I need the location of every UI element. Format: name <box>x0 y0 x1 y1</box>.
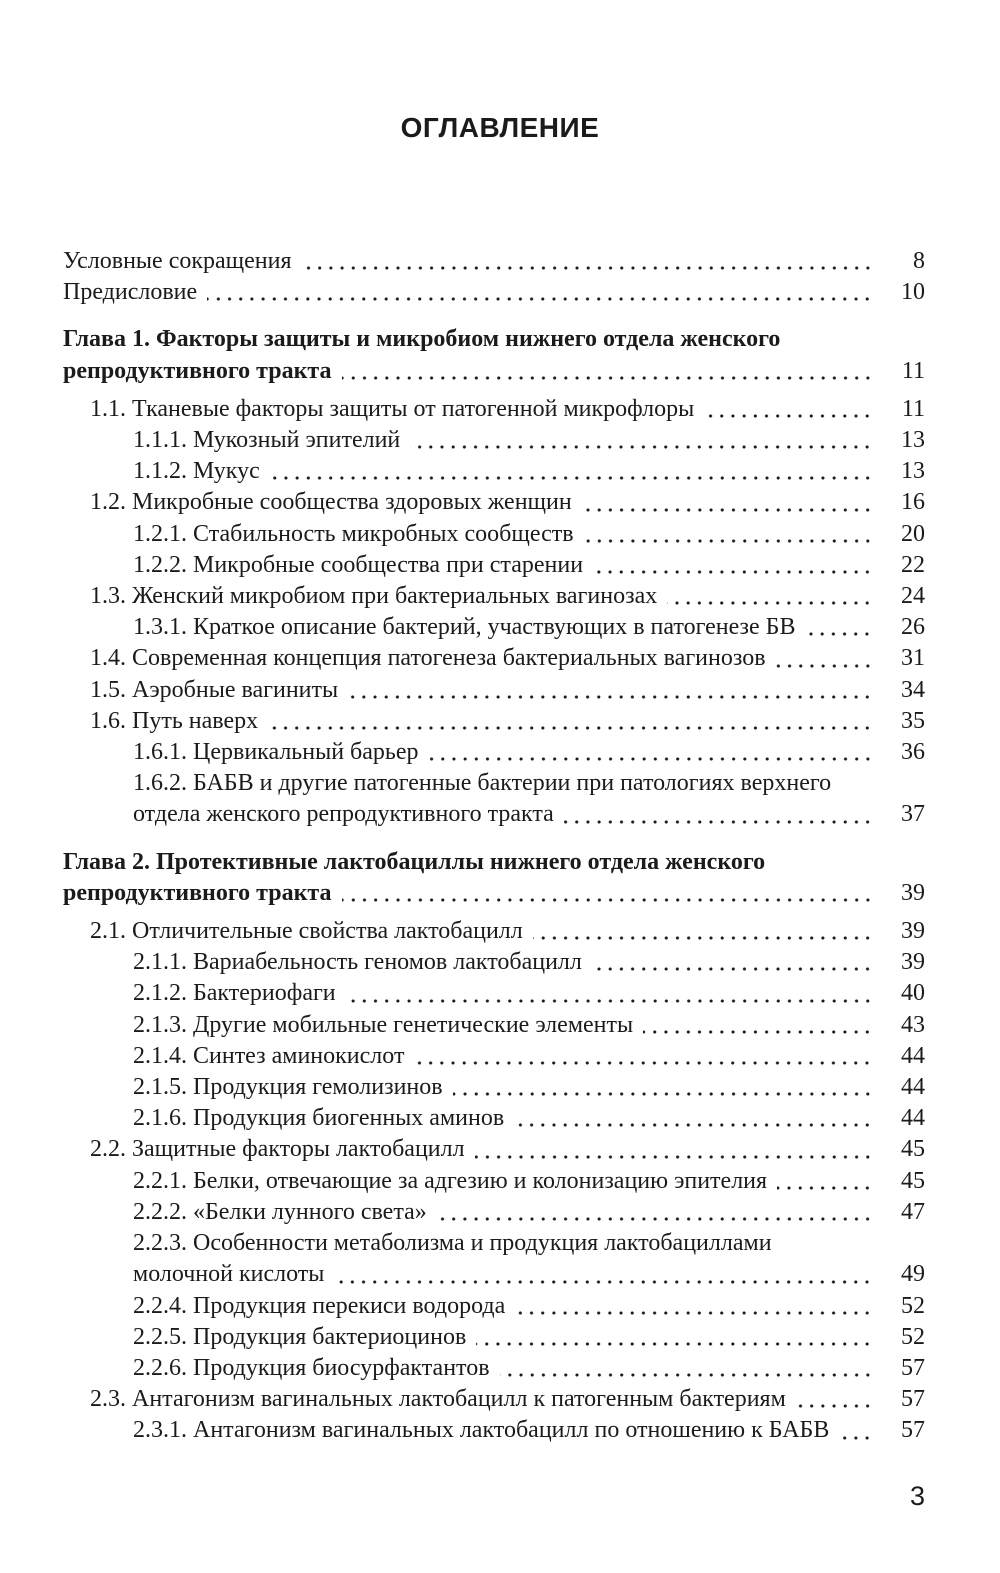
toc-page-number: 45 <box>901 1136 925 1163</box>
toc-entry-row <box>133 1041 925 1072</box>
toc-entry-text: 1.6. Путь наверх <box>90 707 259 734</box>
toc-entry-row <box>90 1384 925 1415</box>
toc-entry-text: Предисловие <box>63 279 198 306</box>
toc-entry-text: отдела женского репродуктивного тракта <box>133 801 554 828</box>
toc-page-number: 20 <box>901 520 925 547</box>
toc-subsection <box>63 1353 925 1384</box>
toc-entry-text: 2.1.5. Продукция гемолизинов <box>133 1074 443 1101</box>
toc-page-number: 36 <box>901 739 925 766</box>
dot-leader <box>414 1041 873 1072</box>
dot-leader <box>643 1010 873 1041</box>
toc-page-number: 8 <box>913 248 925 274</box>
table-of-contents <box>63 246 925 1447</box>
toc-page-number: 16 <box>901 489 925 516</box>
toc-entry-row <box>133 1291 925 1322</box>
toc-subsection <box>63 612 925 643</box>
toc-subsection <box>63 737 925 768</box>
toc-subsection <box>63 978 925 1009</box>
toc-entry-text: 1.5. Аэробные вагиниты <box>90 676 339 703</box>
toc-entry-text: 1.1.1. Мукозный эпителий <box>133 427 401 454</box>
toc-entry-row <box>63 277 925 308</box>
toc-page-number: 44 <box>901 1074 925 1101</box>
dot-leader <box>346 978 873 1009</box>
toc-entry-row <box>133 519 925 550</box>
toc-entry-text: 2.2.2. «Белки лунного света» <box>133 1198 427 1225</box>
dot-leader <box>334 1259 873 1290</box>
toc-entry-row <box>133 612 925 643</box>
toc-subsection <box>63 1010 925 1041</box>
toc-entry-row <box>133 1322 925 1353</box>
dot-leader <box>342 356 874 387</box>
toc-subsection <box>63 1291 925 1322</box>
toc-page-number: 45 <box>901 1167 925 1194</box>
toc-entry-text: 2.3. Антагонизм вагинальных лактобацилл к патогенным бактериям <box>90 1386 786 1413</box>
toc-entry-text: 1.2.2. Микробные сообщества при старении <box>133 551 584 578</box>
toc-page-number: 39 <box>901 918 925 945</box>
toc-chapter-heading <box>63 847 925 909</box>
dot-leader <box>592 947 873 978</box>
toc-entry-row <box>63 246 925 277</box>
dot-leader <box>667 581 873 612</box>
toc-subsection <box>63 519 925 550</box>
dot-leader <box>515 1291 873 1322</box>
toc-entry-text: Условные сокращения <box>63 248 292 274</box>
toc-page-number: 31 <box>901 645 925 672</box>
toc-chapter-heading <box>63 324 925 386</box>
dot-leader <box>453 1072 873 1103</box>
toc-page-number: 44 <box>901 1105 925 1132</box>
toc-entry-text: 2.2.6. Продукция биосурфактантов <box>133 1354 490 1381</box>
toc-entry-text: Глава 1. Факторы защиты и микробиом нижнего отдела женского <box>63 326 781 353</box>
toc-section <box>63 643 925 674</box>
toc-entry-row <box>90 487 925 518</box>
dot-leader <box>437 1197 873 1228</box>
toc-entry-row <box>133 1415 925 1446</box>
dot-leader <box>500 1353 873 1384</box>
toc-page-number: 52 <box>901 1323 925 1350</box>
toc-section <box>63 487 925 518</box>
dot-leader <box>533 916 873 947</box>
dot-leader <box>342 878 874 909</box>
toc-entry-row <box>133 1072 925 1103</box>
page-title: ОГЛАВЛЕНИЕ <box>400 112 600 143</box>
toc-entry-row <box>90 643 925 674</box>
toc-section <box>63 916 925 947</box>
toc-entry-text: 1.1. Тканевые факторы защиты от патогенной микрофлоры <box>90 395 695 422</box>
toc-subsection <box>63 947 925 978</box>
toc-page-number: 43 <box>901 1011 925 1038</box>
toc-entry-text: 2.1.2. Бактериофаги <box>133 980 336 1007</box>
toc-entry-row <box>133 456 925 487</box>
dot-leader <box>839 1415 873 1446</box>
toc-entry-row <box>133 947 925 978</box>
toc-entry-text: 2.2.3. Особенности метаболизма и продукция лактобациллами <box>133 1230 772 1257</box>
dot-leader <box>268 706 873 737</box>
toc-entry-row <box>133 550 925 581</box>
toc-entry-text: 2.3.1. Антагонизм вагинальных лактобацилл по отношению к БАБВ <box>133 1417 830 1444</box>
toc-page-number: 37 <box>901 801 925 828</box>
toc-subsection <box>63 1041 925 1072</box>
toc-entry-text: 2.1.1. Вариабельность геномов лактобацилл <box>133 949 582 976</box>
toc-entry-row <box>133 425 925 456</box>
toc-entry-row <box>90 675 925 706</box>
toc-section <box>63 1134 925 1165</box>
toc-page-number: 13 <box>901 458 925 485</box>
toc-subsection <box>63 1166 925 1197</box>
toc-front-matter-entry <box>63 277 925 308</box>
toc-page-number: 57 <box>901 1417 925 1444</box>
toc-page-number: 47 <box>901 1198 925 1225</box>
page-number: 3 <box>909 1481 925 1511</box>
dot-leader <box>796 1384 873 1415</box>
toc-subsection <box>63 425 925 456</box>
toc-page-number: 39 <box>901 879 925 906</box>
toc-subsection <box>63 456 925 487</box>
toc-entry-row <box>90 916 925 947</box>
toc-section <box>63 581 925 612</box>
toc-entry-row <box>63 356 925 387</box>
toc-entry-row <box>90 1134 925 1165</box>
toc-subsection <box>63 768 925 830</box>
toc-subsection <box>63 1197 925 1228</box>
toc-entry-text: 2.1. Отличительные свойства лактобацилл <box>90 918 523 945</box>
dot-leader <box>584 519 873 550</box>
toc-entry-row <box>90 706 925 737</box>
dot-leader <box>475 1134 873 1165</box>
toc-page-number: 34 <box>901 676 925 703</box>
toc-entry-text: 1.1.2. Мукус <box>133 458 260 485</box>
toc-page-number: 39 <box>901 949 925 976</box>
dot-leader <box>514 1103 873 1134</box>
toc-entry-text: 2.2.1. Белки, отвечающие за адгезию и колонизацию эпителия <box>133 1167 768 1194</box>
toc-section <box>63 1384 925 1415</box>
toc-entry-text: 2.1.6. Продукция биогенных аминов <box>133 1105 505 1132</box>
toc-page-number: 11 <box>901 357 925 384</box>
toc-entry-row <box>63 878 925 909</box>
toc-entry-row <box>133 1166 925 1197</box>
dot-leader <box>776 643 873 674</box>
toc-page-number: 40 <box>901 980 925 1007</box>
toc-page-number: 44 <box>901 1042 925 1069</box>
dot-leader <box>805 612 873 643</box>
dot-leader <box>582 487 873 518</box>
dot-leader <box>207 277 873 308</box>
dot-leader <box>777 1166 873 1197</box>
dot-leader <box>564 799 873 830</box>
dot-leader <box>593 550 873 581</box>
dot-leader <box>410 425 873 456</box>
toc-entry-row <box>133 978 925 1009</box>
toc-entry-text: 1.2. Микробные сообщества здоровых женщин <box>90 489 572 516</box>
toc-subsection <box>63 1072 925 1103</box>
toc-subsection <box>63 1103 925 1134</box>
dot-leader <box>704 394 873 425</box>
toc-entry-row <box>133 799 925 830</box>
toc-page-number: 11 <box>901 395 925 422</box>
toc-subsection <box>63 1228 925 1290</box>
toc-page-number: 35 <box>901 707 925 734</box>
toc-entry-text: 2.1.4. Синтез аминокислот <box>133 1042 405 1069</box>
toc-subsection <box>63 550 925 581</box>
toc-page-number: 26 <box>901 614 925 641</box>
toc-entry-text: 2.2.4. Продукция перекиси водорода <box>133 1292 506 1319</box>
toc-entry-row <box>133 1010 925 1041</box>
toc-page-number: 57 <box>901 1386 925 1413</box>
toc-entry-text: 2.2. Защитные факторы лактобацилл <box>90 1136 465 1163</box>
dot-leader <box>270 456 873 487</box>
toc-entry-text: Глава 2. Протективные лактобациллы нижнего отдела женского <box>63 848 766 875</box>
toc-page-number: 24 <box>901 583 925 610</box>
toc-entry-text: 2.1.3. Другие мобильные генетические элементы <box>133 1011 634 1038</box>
toc-entry-text: репродуктивного тракта <box>63 357 332 384</box>
toc-entry-text: 2.2.5. Продукция бактериоцинов <box>133 1323 467 1350</box>
toc-entry-text: 1.3. Женский микробиом при бактериальных вагинозах <box>90 583 658 610</box>
toc-subsection <box>63 1322 925 1353</box>
toc-page-number: 22 <box>901 551 925 578</box>
toc-page-number: 13 <box>901 427 925 454</box>
dot-leader <box>348 675 873 706</box>
toc-entry-row <box>133 1353 925 1384</box>
dot-leader <box>476 1322 873 1353</box>
toc-entry-row <box>90 394 925 425</box>
toc-entry-text: 1.2.1. Стабильность микробных сообществ <box>133 520 574 547</box>
toc-page-number: 57 <box>901 1354 925 1381</box>
dot-leader <box>429 737 873 768</box>
toc-entry-row <box>133 1197 925 1228</box>
toc-entry-text: 1.6.1. Цервикальный барьер <box>133 739 419 766</box>
toc-section <box>63 675 925 706</box>
toc-page-number: 49 <box>901 1261 925 1288</box>
toc-front-matter-entry <box>63 246 925 277</box>
toc-entry-text: молочной кислоты <box>133 1261 325 1288</box>
toc-entry-row <box>133 1103 925 1134</box>
toc-section <box>63 706 925 737</box>
dot-leader <box>302 246 873 277</box>
toc-entry-text: 1.6.2. БАБВ и другие патогенные бактерии при патологиях верхнего <box>133 770 832 797</box>
toc-entry-row <box>133 737 925 768</box>
toc-entry-text: репродуктивного тракта <box>63 879 332 906</box>
toc-page-number: 52 <box>901 1292 925 1319</box>
toc-entry-text: 1.3.1. Краткое описание бактерий, участвующих в патогенезе БВ <box>133 614 796 641</box>
toc-page-number: 10 <box>901 279 925 306</box>
toc-entry-text: 1.4. Современная концепция патогенеза бактериальных вагинозов <box>90 645 766 672</box>
toc-entry-row <box>90 581 925 612</box>
toc-subsection <box>63 1415 925 1446</box>
toc-entry-row <box>133 1259 925 1290</box>
toc-section <box>63 394 925 425</box>
